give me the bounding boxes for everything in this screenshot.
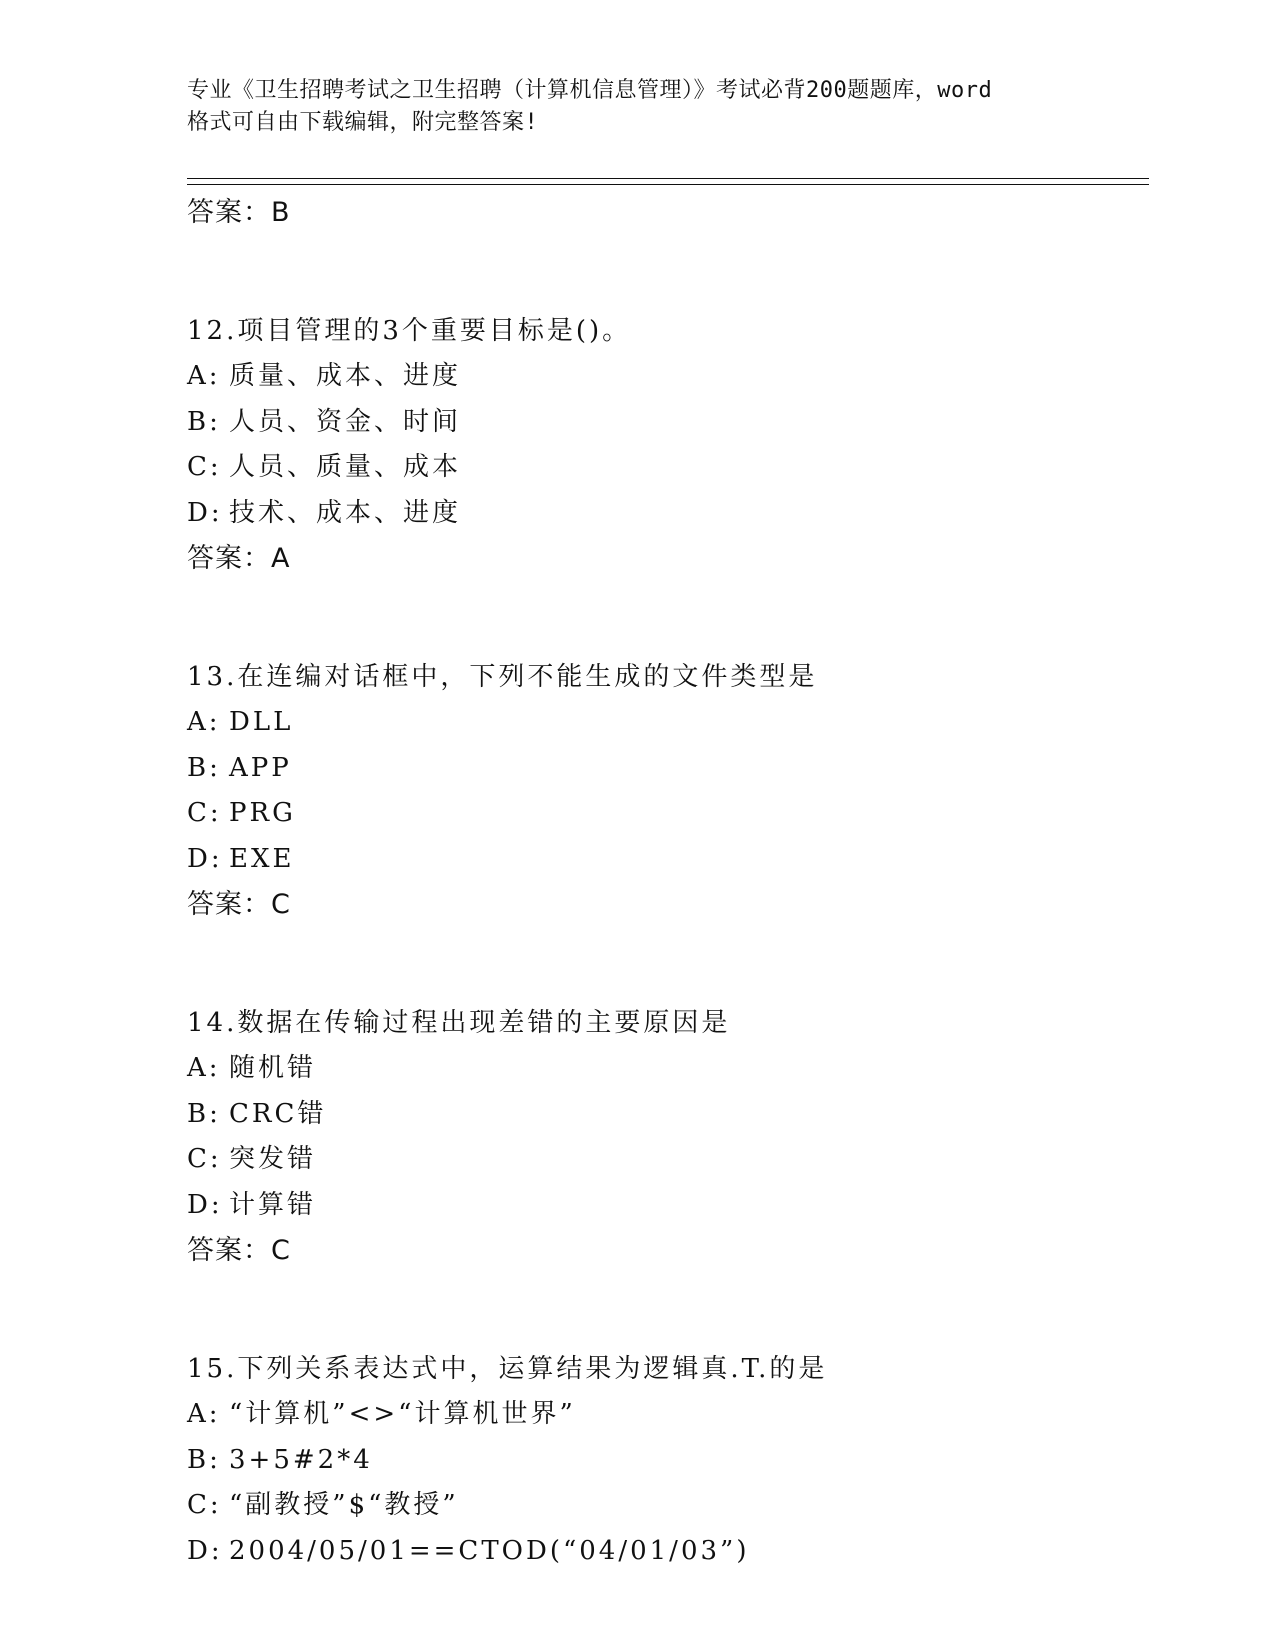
option-c [187,791,1147,837]
option-b [187,400,1147,446]
header-line-2: 格式可自由下载编辑，附完整答案! [187,110,539,135]
option-label: C: [187,1490,222,1520]
question-block [187,655,1147,927]
option-d [187,491,1147,537]
option-a [187,354,1147,400]
option-label: A: [187,1053,221,1083]
document-header [187,75,1087,139]
question-title: 15.下列关系表达式中，运算结果为逻辑真.T.的是 [187,1354,828,1384]
option-text: “计算机”<>“计算机世界” [229,1399,576,1429]
option-label: D: [187,497,223,528]
option-text: EXE [229,843,295,874]
option-text: 人员、资金、时间 [229,406,462,437]
question-title: 12.项目管理的3个重要目标是()。 [187,316,632,346]
question-block [187,1001,1147,1273]
option-label: B: [187,406,221,437]
question-block [187,1347,1147,1574]
option-label: C: [187,452,222,482]
header-rule-top [187,178,1149,179]
spacer [187,581,1147,655]
option-label: C: [187,798,222,828]
option-b [187,1092,1147,1138]
spacer [187,927,1147,1001]
option-a [187,1392,1147,1438]
option-b [187,1438,1147,1484]
option-text: 2004/05/01==CTOD(“04/01/03”) [229,1535,750,1566]
option-label: D: [187,1189,223,1220]
option-text: 3+5#2*4 [229,1444,373,1475]
option-c [187,445,1147,491]
option-text: 人员、质量、成本 [229,452,462,482]
option-text: APP [229,752,292,783]
option-a [187,1046,1147,1092]
question-title: 14.数据在传输过程出现差错的主要原因是 [187,1008,731,1038]
option-b [187,746,1147,792]
option-label: A: [187,1399,221,1429]
option-d [187,837,1147,883]
spacer [187,235,1147,309]
option-text: 质量、成本、进度 [229,361,462,391]
option-text: “副教授”$“教授” [229,1490,459,1520]
question-title: 13.在连编对话框中，下列不能生成的文件类型是 [187,662,818,692]
option-text: CRC错 [229,1098,327,1129]
option-label: A: [187,361,221,391]
question-answer: 答案：C [187,889,291,920]
option-a [187,700,1147,746]
option-label: B: [187,1098,221,1129]
option-label: D: [187,1535,223,1566]
option-text: 随机错 [229,1053,317,1083]
option-text: 技术、成本、进度 [229,497,462,528]
option-label: B: [187,752,221,783]
option-text: 计算错 [229,1189,317,1220]
question-list [187,190,1147,1574]
previous-answer: 答案：B [187,197,291,228]
header-rule-bottom [187,184,1149,185]
option-label: B: [187,1444,221,1475]
option-d [187,1183,1147,1229]
option-label: A: [187,707,221,737]
option-label: C: [187,1144,222,1174]
option-c [187,1137,1147,1183]
option-text: PRG [229,798,296,828]
option-text: 突发错 [229,1144,317,1174]
question-block [187,309,1147,581]
option-d [187,1529,1147,1575]
question-answer: 答案：A [187,543,291,574]
question-answer: 答案：C [187,1235,291,1266]
option-label: D: [187,843,223,874]
spacer [187,1273,1147,1347]
option-text: DLL [229,707,294,737]
header-line-1: 专业《卫生招聘考试之卫生招聘（计算机信息管理）》考试必背200题题库，word [187,78,993,103]
option-c [187,1483,1147,1529]
